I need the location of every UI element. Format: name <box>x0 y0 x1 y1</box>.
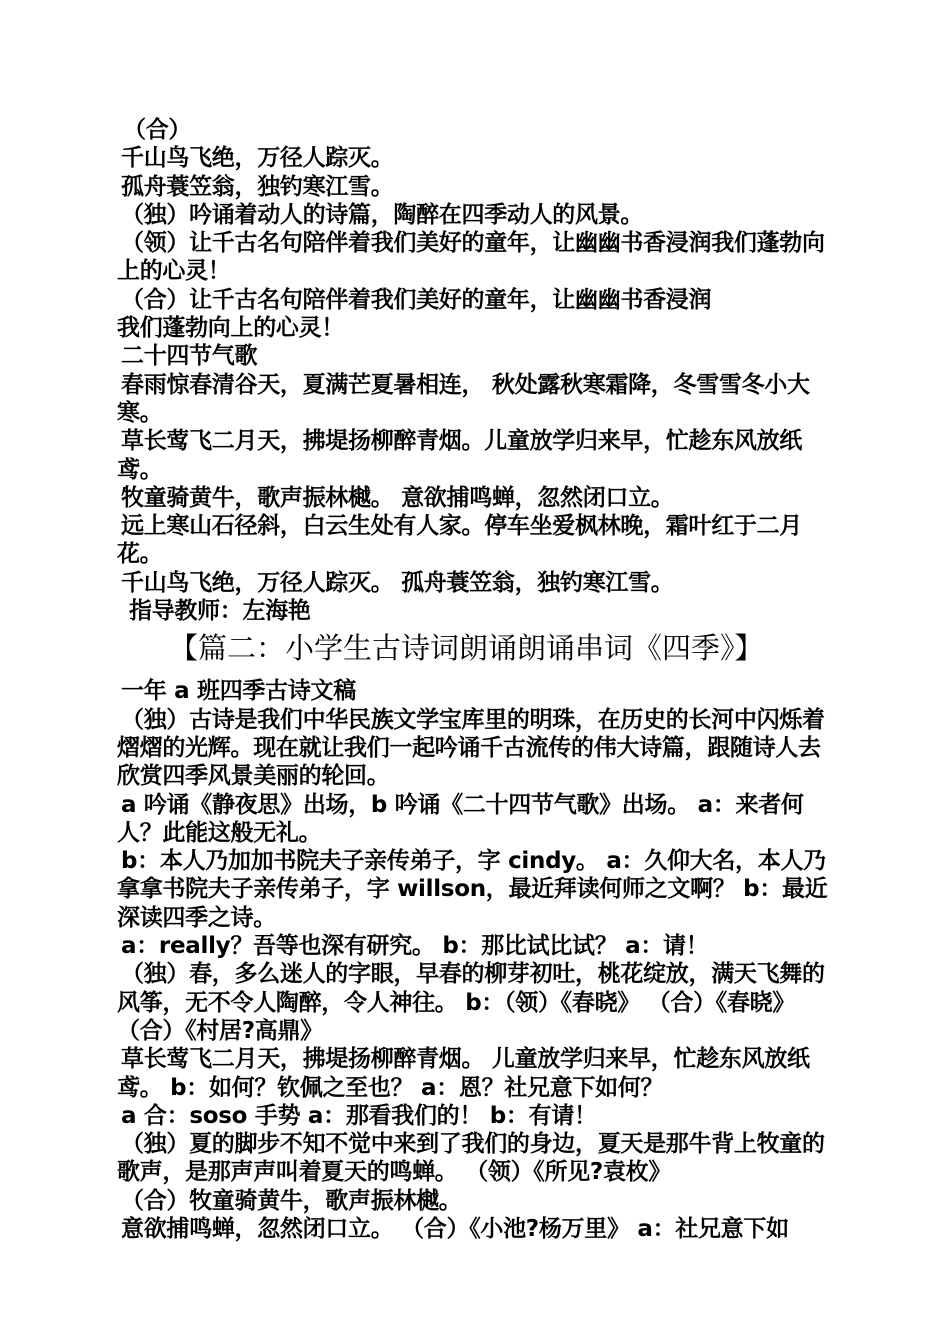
text-line: 千山鸟飞绝，万径人踪灭。 <box>121 145 394 172</box>
text-line: 孤舟蓑笠翁，独钓寒江雪。 <box>121 173 394 200</box>
text-line: 意欲捕鸣蝉，忽然闭口立。 （合）《小池?杨万里》 a：社兄意下如 <box>121 1215 789 1242</box>
text-line: b：本人乃加加书院夫子亲传弟子，字 cindy。 a：久仰大名，本人乃拿拿书院夫子亲传弟子，字 willson，最近拜读何师之文啊？ b：最近深读四季之诗。 <box>117 848 828 931</box>
section-heading: 【篇二：小学生古诗词朗诵朗诵串词《四季》】 <box>169 631 764 666</box>
text-line: 二十四节气歌 <box>121 343 258 370</box>
text-line: a 吟诵《静夜思》出场，b 吟诵《二十四节气歌》出场。 a：来者何人？此能这般无礼。 <box>117 791 804 846</box>
text-line: （合）让千古名句陪伴着我们美好的童年，让幽幽书香浸润 <box>121 286 712 313</box>
text-line: 远上寒山石径斜，白云生处有人家。停车坐爱枫林晚，霜叶红于二月花。 <box>117 513 803 568</box>
text-line: a：really？吾等也深有研究。 b：那比试比试？ a：请！ <box>121 933 709 960</box>
text-line: 春雨惊春清谷天，夏满芒夏暑相连， 秋处露秋寒霜降，冬雪雪冬小大寒。 <box>117 371 810 426</box>
text-line: （独）古诗是我们中华民族文学宝库里的明珠，在历史的长河中闪烁着熠熠的光辉。现在就让我们一起吟诵千古流传的伟大诗篇，跟随诗人去欣赏四季风景美丽的轮回。 <box>117 706 825 790</box>
text-line: a 合：soso 手势 a：那看我们的！ b：有请！ <box>121 1102 597 1129</box>
text-line: 指导教师：左海艳 <box>129 598 311 625</box>
text-line: （领）让千古名句陪伴着我们美好的童年，让幽幽书香浸润我们蓬勃向上的心灵！ <box>117 230 825 285</box>
text-line: （合）牧童骑黄牛，歌声振林樾。 <box>121 1187 462 1214</box>
text-line: 千山鸟飞绝，万径人踪灭。 孤舟蓑笠翁，独钓寒江雪。 <box>121 569 674 596</box>
text-line: （独）春，多么迷人的字眼，早春的柳芽初吐，桃花绽放，满天飞舞的风筝，无不令人陶醉，令人神往。 b：（领）《春晓》 （合）《春晓》 （合）《村居?高鼎》 <box>117 961 825 1044</box>
text-line: 草长莺飞二月天，拂堤扬柳醉青烟。儿童放学归来早，忙趁东风放纸鸢。 <box>117 428 803 483</box>
text-line: （合） <box>123 117 192 143</box>
text-line: 牧童骑黄牛，歌声振林樾。 意欲捕鸣蝉，忽然闭口立。 <box>121 484 674 511</box>
text-line: 一年 a 班四季古诗文稿 <box>121 678 356 705</box>
text-line: 草长莺飞二月天，拂堤扬柳醉青烟。 儿童放学归来早，忙趁东风放纸鸢。 b：如何？钦佩之至也？ a：恩？社兄意下如何？ <box>117 1046 810 1101</box>
text-line: 我们蓬勃向上的心灵！ <box>117 315 345 342</box>
text-line: （独）夏的脚步不知不觉中来到了我们的身边，夏天是那牛背上牧童的歌声，是那声声叫着夏天的鸣蝉。 （领）《所见?袁枚》 <box>117 1131 825 1186</box>
text-line: （独）吟诵着动人的诗篇，陶醉在四季动人的风景。 <box>121 201 644 228</box>
document-body <box>117 116 837 1243</box>
